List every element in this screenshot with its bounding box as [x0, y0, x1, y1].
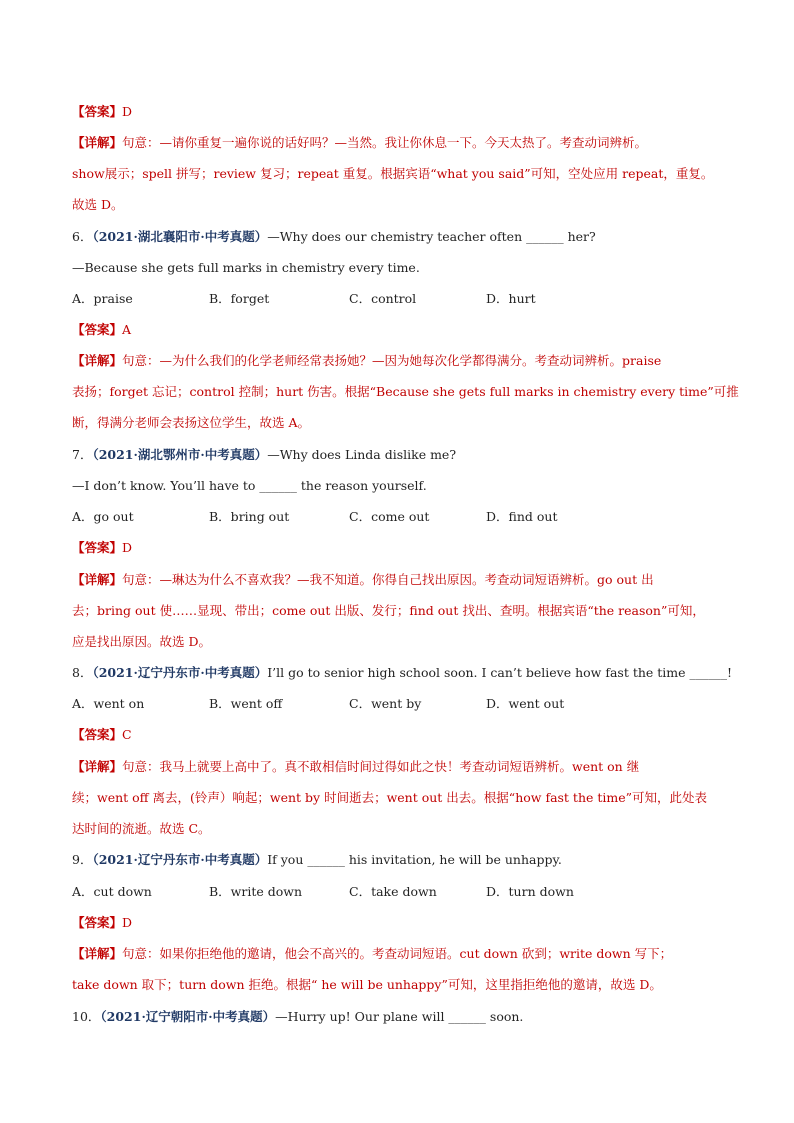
q9-detail-line-2: take down 取下；turn down 拒绝。根据“ he will be unhappy”可知，这里指拒绝他的邀请，故选 D。 — [72, 977, 662, 992]
q7-detail-line-3: 应是找出原因。故选 D。 — [72, 634, 211, 649]
option-c: C．went by — [349, 696, 422, 711]
q5-answer: 【答案】D — [72, 104, 133, 119]
q5-detail-line-3: 故选 D。 — [72, 197, 124, 212]
q8-detail-line-1: 【详解】句意：我马上就要上高中了。真不敢相信时间过得如此之快！考查动词短语辨析。went on 继 — [72, 759, 640, 774]
q9-stem: 9．（2021·辽宁丹东市·中考真题）If you ______ his invitation, he will be unhappy. — [72, 852, 562, 867]
q6-detail-line-3: 断，得满分老师会表扬这位学生，故选 A。 — [72, 415, 311, 430]
q6-answer: 【答案】A — [72, 322, 132, 337]
q9-answer: 【答案】D — [72, 915, 133, 930]
option-b: B．went off — [209, 696, 283, 711]
option-a: A．cut down — [72, 884, 152, 899]
q6-stem: 6．（2021·湖北襄阳市·中考真题）—Why does our chemistry teacher often ______ her? — [72, 229, 596, 244]
option-c: C．come out — [349, 509, 430, 524]
option-a: A．went on — [72, 696, 145, 711]
q7-detail-line-1: 【详解】句意：—琳达为什么不喜欢我？—我不知道。你得自己找出原因。考查动词短语辨析。go out 出 — [72, 572, 654, 587]
q10-stem: 10．（2021·辽宁朝阳市·中考真题）—Hurry up! Our plane will ______ soon. — [72, 1009, 524, 1024]
option-d: D．turn down — [486, 884, 574, 899]
option-b: B．bring out — [209, 509, 290, 524]
q5-detail-line-2: show展示；spell 拼写；review 复习；repeat 重复。根据宾语“what you said”可知，空处应用 repeat，重复。 — [72, 166, 714, 181]
q6-detail-line-1: 【详解】句意：—为什么我们的化学老师经常表扬她？—因为她每次化学都得满分。考查动词辨析。praise — [72, 353, 662, 368]
option-a: A．praise — [72, 291, 133, 306]
q6-detail-line-2: 表扬；forget 忘记；control 控制；hurt 伤害。根据“Because she gets full marks in chemistry every time”可推 — [72, 384, 739, 399]
q8-detail-line-2: 续；went off 离去，(铃声）响起；went by 时间逝去；went out 出去。根据“how fast the time”可知，此处表 — [72, 790, 708, 805]
option-d: D．went out — [486, 696, 565, 711]
q7-stem-2: —I don’t know. You’ll have to ______ the reason yourself. — [72, 478, 427, 493]
q8-answer: 【答案】C — [72, 727, 132, 742]
q9-detail-line-1: 【详解】句意：如果你拒绝他的邀请，他会不高兴的。考查动词短语。cut down 砍到；write down 写下； — [72, 946, 673, 961]
q5-detail-line-1: 【详解】句意：—请你重复一遍你说的话好吗？—当然。我让你休息一下。今天太热了。考查动词辨析。 — [72, 135, 648, 150]
q7-stem: 7．（2021·湖北鄂州市·中考真题）—Why does Linda dislike me? — [72, 447, 457, 462]
q7-detail-line-2: 去；bring out 使……显现、带出；come out 出版、发行；find out 找出、查明。根据宾语“the reason”可知， — [72, 603, 705, 618]
option-d: D．find out — [486, 509, 558, 524]
q7-answer: 【答案】D — [72, 540, 133, 555]
option-b: B．forget — [209, 291, 270, 306]
option-d: D．hurt — [486, 291, 536, 306]
q8-stem: 8．（2021·辽宁丹东市·中考真题）I’ll go to senior high school soon. I can’t believe how fast the time ______! — [72, 665, 733, 680]
option-a: A．go out — [72, 509, 134, 524]
q6-stem-2: —Because she gets full marks in chemistry every time. — [72, 260, 420, 275]
option-c: C．take down — [349, 884, 437, 899]
option-b: B．write down — [209, 884, 303, 899]
q8-detail-line-3: 达时间的流逝。故选 C。 — [72, 821, 211, 836]
option-c: C．control — [349, 291, 417, 306]
